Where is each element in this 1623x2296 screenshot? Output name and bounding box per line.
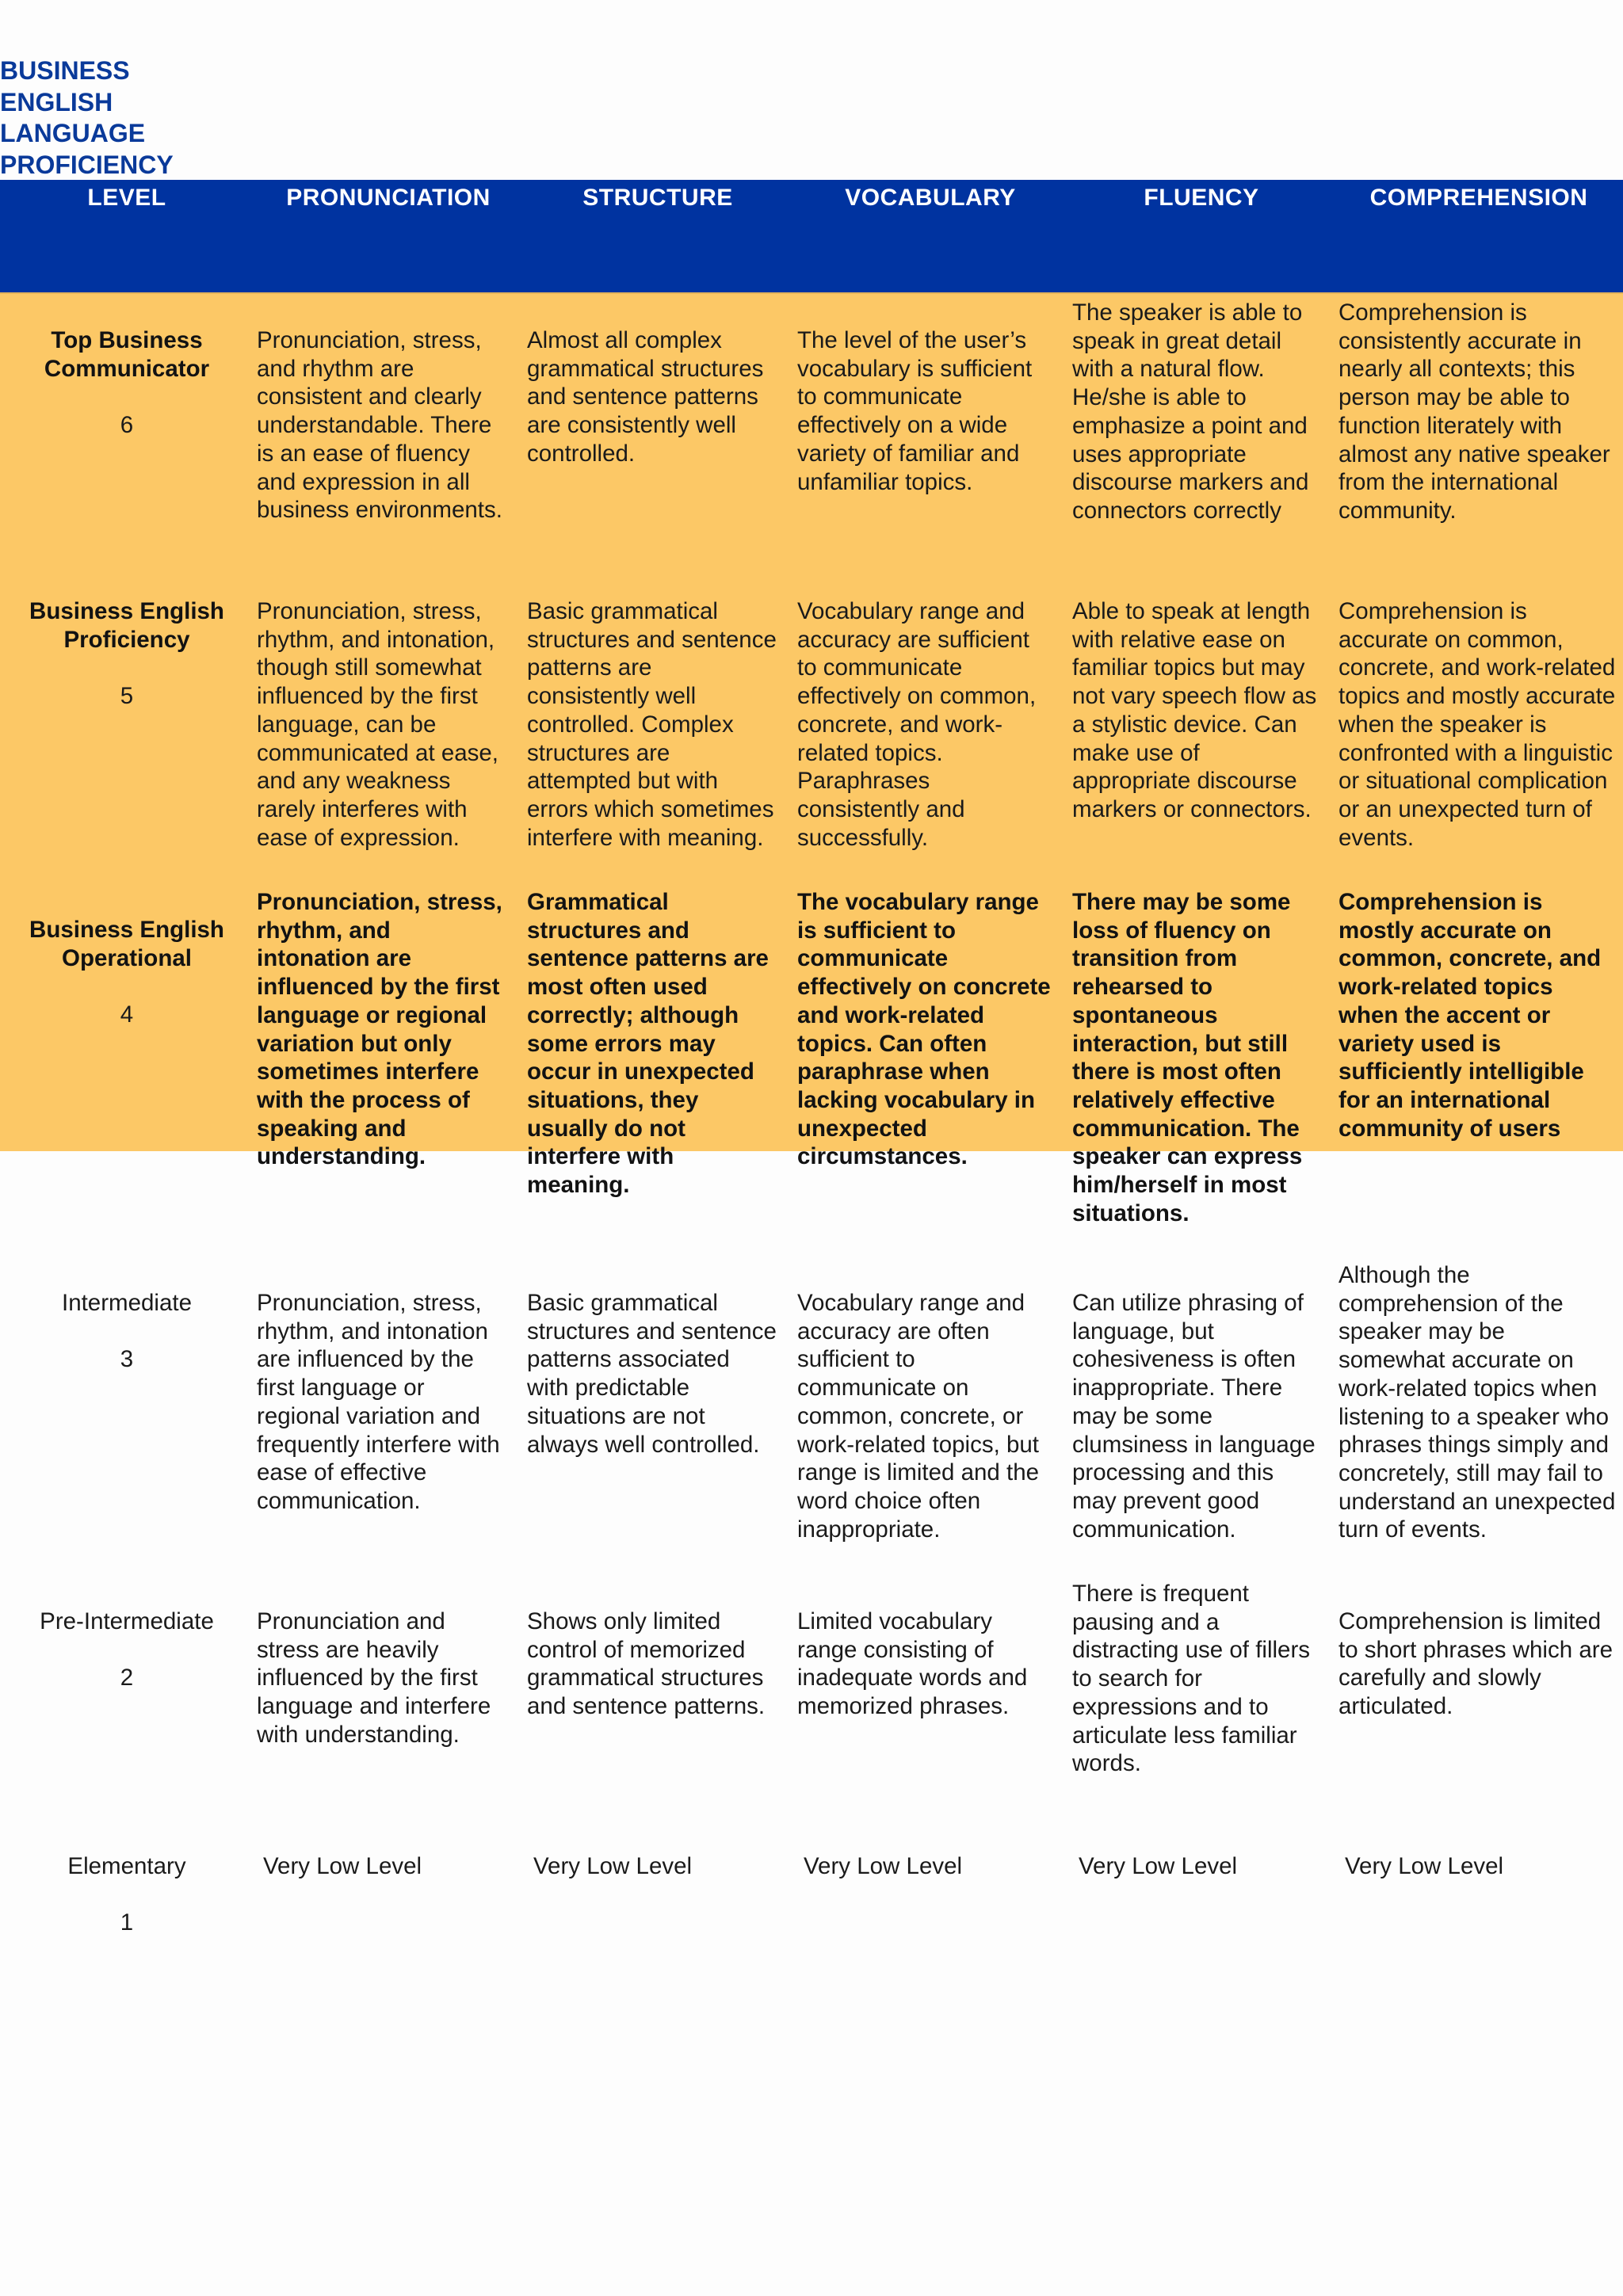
descriptor-line: effectively on concrete [797, 974, 1051, 1001]
comprehension-descriptor [1338, 1261, 1615, 1544]
level-cell [0, 916, 254, 1029]
descriptor-line: listening to a speaker who [1338, 1403, 1610, 1430]
level-cell [0, 1608, 254, 1692]
descriptor-line: Pronunciation, stress, [257, 889, 502, 915]
level-number: 3 [120, 1346, 134, 1373]
comprehension-descriptor [1338, 299, 1610, 525]
fluency-descriptor [1072, 1580, 1310, 1778]
descriptor-line: language, can be [257, 711, 437, 738]
descriptor-line: rhythm, and [257, 917, 391, 944]
descriptor-line: Very Low Level [1079, 1853, 1238, 1879]
descriptor-line: and rhythm are [257, 355, 414, 382]
descriptor-line: always well controlled. [527, 1431, 760, 1458]
descriptor-line: topics and mostly accurate [1338, 683, 1616, 710]
descriptor-line: intonation are [257, 945, 412, 972]
descriptor-line: usually do not [527, 1115, 685, 1142]
level-cell [0, 597, 254, 711]
descriptor-line: unfamiliar topics. [797, 468, 973, 495]
descriptor-line: familiar topics but may [1072, 654, 1305, 681]
column-header-vocabulary: VOCABULARY [845, 185, 1016, 211]
descriptor-line: There is frequent [1072, 1581, 1250, 1607]
descriptor-line: is an ease of fluency [257, 440, 470, 467]
descriptor-line: turn of events. [1338, 1516, 1487, 1543]
pronunciation-descriptor [257, 326, 502, 524]
descriptor-line: attempted but with [527, 768, 719, 795]
level-name: Proficiency [63, 626, 190, 653]
descriptor-line: speaking and [257, 1115, 407, 1142]
descriptor-line: to communicate [797, 383, 963, 410]
descriptor-line: nearly all contexts; this [1338, 356, 1575, 383]
descriptor-line: or situational complication [1338, 768, 1608, 795]
descriptor-line: correctly; although [527, 1001, 739, 1028]
fluency-descriptor [1072, 597, 1316, 824]
descriptor-line: concrete, and work- [797, 711, 1003, 738]
vocabulary-descriptor [797, 326, 1032, 496]
descriptor-line: articulated. [1338, 1693, 1453, 1720]
descriptor-line: understandable. There [257, 412, 492, 439]
descriptor-line: with predictable [527, 1375, 689, 1402]
descriptor-line: work-related topics, but [797, 1431, 1039, 1458]
descriptor-line: ease of effective [257, 1459, 427, 1486]
descriptor-line: confronted with a linguistic [1338, 739, 1613, 766]
level-number: 4 [120, 1001, 134, 1028]
descriptor-line: when the speaker is [1338, 711, 1547, 738]
descriptor-line: accuracy are sufficient [797, 626, 1029, 653]
descriptor-line: lacking vocabulary in [797, 1086, 1036, 1113]
descriptor-line: Basic grammatical [527, 1290, 718, 1316]
level-number: 6 [120, 412, 134, 439]
descriptor-line: inadequate words and [797, 1665, 1028, 1691]
descriptor-line: consistent and clearly [257, 383, 482, 410]
level-name: Top Business [51, 327, 203, 353]
descriptor-line: influenced by the first [257, 974, 500, 1001]
descriptor-line: Pronunciation and [257, 1608, 445, 1634]
descriptor-line: may prevent good [1072, 1487, 1260, 1514]
descriptor-line: structures are [527, 739, 670, 766]
descriptor-line: patterns are [527, 654, 652, 681]
descriptor-line: Very Low Level [533, 1853, 693, 1879]
descriptor-line: sufficient to [797, 1346, 915, 1373]
descriptor-line: work-related topics when [1338, 1375, 1598, 1402]
descriptor-line: common, concrete, or [797, 1402, 1024, 1429]
descriptor-line: work-related topics [1338, 974, 1553, 1001]
descriptor-line: carefully and slowly [1338, 1665, 1541, 1691]
descriptor-line: rarely interferes with [257, 795, 468, 822]
descriptor-line: community. [1338, 497, 1457, 524]
structure-descriptor [527, 888, 769, 1199]
document-title [0, 55, 238, 181]
descriptor-line: accurate on common, [1338, 626, 1564, 653]
pronunciation-descriptor [257, 1608, 491, 1749]
descriptor-line: occur in unexpected [527, 1058, 754, 1085]
descriptor-line: successfully. [797, 824, 929, 851]
descriptor-line: clumsiness in language [1072, 1431, 1316, 1458]
level-number: 1 [120, 1909, 134, 1936]
column-header-comprehension: COMPREHENSION [1369, 185, 1588, 211]
descriptor-line: controlled. Complex [527, 711, 734, 738]
column-header-level: LEVEL [87, 185, 166, 211]
descriptor-line: speaker may be [1338, 1318, 1505, 1345]
descriptor-line: with the process of [257, 1086, 470, 1113]
descriptor-line: Comprehension is limited [1338, 1608, 1602, 1634]
descriptor-line: word choice often [797, 1487, 981, 1514]
comprehension-descriptor [1338, 1608, 1613, 1721]
descriptor-line: distracting use of fillers [1072, 1637, 1311, 1664]
descriptor-line: patterns associated [527, 1346, 730, 1373]
descriptor-line: and expression in all [257, 468, 470, 495]
descriptor-line: understanding. [257, 1143, 426, 1170]
descriptor-line: Paraphrases [797, 768, 930, 795]
descriptor-line: with understanding. [257, 1721, 460, 1748]
structure-descriptor [527, 597, 777, 852]
descriptor-line: sentence patterns are [527, 945, 769, 972]
descriptor-line: Although the [1338, 1262, 1470, 1288]
descriptor-line: grammatical structures [527, 1665, 764, 1691]
descriptor-line: relatively effective [1072, 1086, 1275, 1113]
fluency-descriptor [1079, 1852, 1237, 1881]
level-name: Communicator [44, 355, 210, 382]
descriptor-line: markers or connectors. [1072, 795, 1312, 822]
descriptor-line: business environments. [257, 497, 502, 524]
descriptor-line: consistently accurate in [1338, 327, 1582, 354]
structure-descriptor [527, 326, 763, 468]
descriptor-line: and any weakness [257, 768, 451, 795]
descriptor-line: him/herself in most [1072, 1172, 1287, 1199]
descriptor-line: not vary speech flow as [1072, 683, 1317, 710]
descriptor-line: spontaneous [1072, 1001, 1218, 1028]
pronunciation-descriptor [263, 1852, 422, 1881]
descriptor-line: cohesiveness is often [1072, 1346, 1296, 1373]
descriptor-line: structures and sentence [527, 626, 777, 653]
descriptor-line: situations. [1072, 1199, 1190, 1226]
vocabulary-descriptor [797, 597, 1036, 852]
descriptor-line: He/she is able to [1072, 384, 1247, 411]
descriptor-line: for an international [1338, 1086, 1551, 1113]
comprehension-descriptor [1338, 597, 1615, 852]
descriptor-line: Pronunciation, stress, [257, 598, 482, 624]
descriptor-line: errors which sometimes [527, 795, 774, 822]
descriptor-line: situations, they [527, 1086, 699, 1113]
descriptor-line: interfere with [527, 1143, 674, 1170]
vocabulary-descriptor [797, 1289, 1039, 1543]
descriptor-line: common, concrete, and [1338, 945, 1602, 972]
descriptor-line: range is limited and the [797, 1459, 1040, 1486]
descriptor-line: paraphrase when [797, 1058, 990, 1085]
descriptor-line: effectively on a wide [797, 412, 1008, 439]
descriptor-line: to short phrases which are [1338, 1636, 1613, 1663]
descriptor-line: comprehension of the [1338, 1290, 1564, 1317]
descriptor-line: unexpected [797, 1115, 927, 1142]
descriptor-line: structures and [527, 917, 689, 944]
fluency-descriptor [1072, 299, 1308, 525]
descriptor-line: from the international [1338, 469, 1559, 496]
descriptor-line: Limited vocabulary [797, 1608, 992, 1634]
descriptor-line: and sentence patterns. [527, 1693, 766, 1720]
descriptor-line: somewhat accurate on [1338, 1347, 1574, 1374]
structure-descriptor [527, 1608, 765, 1721]
fluency-descriptor [1072, 1289, 1316, 1543]
descriptor-line: memorized phrases. [797, 1693, 1010, 1720]
descriptor-line: circumstances. [797, 1143, 968, 1170]
descriptor-line: when the accent or [1338, 1001, 1551, 1028]
descriptor-line: influenced by the first [257, 683, 478, 710]
descriptor-line: though still somewhat [257, 654, 482, 681]
descriptor-line: Grammatical [527, 889, 669, 915]
descriptor-line: variety used is [1338, 1030, 1501, 1057]
level-number: 5 [120, 683, 134, 710]
descriptor-line: understand an unexpected [1338, 1488, 1616, 1515]
descriptor-line: are consistently well [527, 412, 736, 439]
descriptor-line: concrete, and work-related [1338, 654, 1616, 681]
descriptor-line: community of users [1338, 1115, 1561, 1142]
descriptor-line: expressions and to [1072, 1693, 1269, 1720]
descriptor-line: is sufficient to [797, 917, 956, 944]
descriptor-line: processing and this [1072, 1459, 1274, 1486]
descriptor-line: regional variation and [257, 1402, 481, 1429]
descriptor-line: articulate less familiar [1072, 1722, 1297, 1749]
pronunciation-descriptor [257, 888, 502, 1171]
descriptor-line: There may be some [1072, 889, 1291, 915]
descriptor-line: control of memorized [527, 1636, 746, 1663]
descriptor-line: communicate [797, 945, 949, 972]
descriptor-line: emphasize a point and [1072, 412, 1308, 439]
descriptor-line: The level of the user’s [797, 327, 1027, 353]
descriptor-line: to communicate [797, 654, 963, 681]
descriptor-line: Basic grammatical [527, 598, 718, 624]
level-number: 2 [120, 1665, 134, 1691]
descriptor-line: situations are not [527, 1402, 705, 1429]
descriptor-line: first language or [257, 1375, 425, 1402]
descriptor-line: appropriate discourse [1072, 768, 1297, 795]
descriptor-line: Comprehension is [1338, 299, 1527, 326]
descriptor-line: influenced by the first [257, 1665, 478, 1691]
descriptor-line: events. [1338, 824, 1415, 851]
descriptor-line: with a natural flow. [1072, 356, 1265, 383]
descriptor-line: communication. The [1072, 1115, 1300, 1142]
descriptor-line: rhythm, and intonation [257, 1318, 488, 1344]
level-name: Business English [29, 917, 224, 943]
level-name: Operational [62, 944, 192, 971]
descriptor-line: speak in great detail [1072, 327, 1282, 354]
descriptor-line: accuracy are often [797, 1318, 990, 1344]
descriptor-line: communication. [257, 1487, 421, 1514]
descriptor-line: phrases things simply and [1338, 1432, 1610, 1459]
descriptor-line: or an unexpected turn of [1338, 795, 1592, 822]
descriptor-line: communicated at ease, [257, 739, 498, 766]
descriptor-line: loss of fluency on [1072, 917, 1271, 944]
vocabulary-descriptor [797, 888, 1051, 1171]
descriptor-line: language or regional [257, 1001, 487, 1028]
pronunciation-descriptor [257, 597, 498, 852]
descriptor-line: rhythm, and intonation, [257, 626, 495, 653]
descriptor-line: language, but [1072, 1318, 1214, 1344]
title-line: ENGLISH [0, 87, 113, 116]
descriptor-line: discourse markers and [1072, 469, 1309, 496]
descriptor-line: inappropriate. There [1072, 1375, 1283, 1402]
comprehension-descriptor [1345, 1852, 1503, 1881]
descriptor-line: The vocabulary range [797, 889, 1039, 915]
vocabulary-descriptor [804, 1852, 962, 1881]
descriptor-line: person may be able to [1338, 384, 1570, 411]
level-name: Intermediate [62, 1290, 192, 1316]
descriptor-line: may be some [1072, 1402, 1213, 1429]
descriptor-line: Comprehension is [1338, 598, 1527, 624]
descriptor-line: meaning. [527, 1172, 630, 1199]
descriptor-line: rehearsed to [1072, 974, 1213, 1001]
descriptor-line: pausing and a [1072, 1608, 1220, 1635]
descriptor-line: are influenced by the [257, 1346, 474, 1373]
descriptor-line: a stylistic device. Can [1072, 711, 1297, 738]
descriptor-line: Pronunciation, stress, [257, 327, 482, 353]
structure-descriptor [527, 1289, 777, 1459]
descriptor-line: interfere with meaning. [527, 824, 764, 851]
descriptor-line: to search for [1072, 1665, 1202, 1692]
level-cell [0, 1852, 254, 1937]
descriptor-line: some errors may [527, 1030, 716, 1057]
descriptor-line: speaker can express [1072, 1143, 1303, 1170]
descriptor-line: consistently well [527, 683, 697, 710]
descriptor-line: and work-related [797, 1001, 985, 1028]
descriptor-line: Vocabulary range and [797, 1290, 1025, 1316]
descriptor-line: Very Low Level [263, 1853, 422, 1879]
structure-descriptor [533, 1852, 692, 1881]
descriptor-line: Able to speak at length [1072, 598, 1311, 624]
descriptor-line: consistently and [797, 795, 965, 822]
vocabulary-descriptor [797, 1608, 1027, 1721]
descriptor-line: structures and sentence [527, 1318, 777, 1344]
descriptor-line: Vocabulary range and [797, 598, 1025, 624]
column-header-structure: STRUCTURE [582, 185, 733, 211]
descriptor-line: communication. [1072, 1516, 1236, 1543]
descriptor-line: range consisting of [797, 1636, 994, 1663]
descriptor-line: uses appropriate [1072, 441, 1247, 467]
column-header-pronunciation: PRONUNCIATION [286, 185, 491, 211]
descriptor-line: vocabulary is sufficient [797, 355, 1033, 382]
pronunciation-descriptor [257, 1289, 500, 1516]
descriptor-line: related topics. [797, 739, 943, 766]
descriptor-line: Very Low Level [804, 1853, 963, 1879]
descriptor-line: The speaker is able to [1072, 299, 1303, 326]
title-line: BUSINESS [0, 56, 130, 85]
descriptor-line: sometimes interfere [257, 1058, 479, 1085]
column-header-fluency: FLUENCY [1144, 185, 1259, 211]
descriptor-line: frequently interfere with [257, 1431, 500, 1458]
level-cell [0, 1289, 254, 1374]
descriptor-line: Comprehension is [1338, 889, 1543, 915]
descriptor-line: language and interfere [257, 1693, 491, 1720]
descriptor-line: stress are heavily [257, 1636, 439, 1663]
comprehension-descriptor [1338, 888, 1601, 1142]
descriptor-line: almost any native speaker [1338, 441, 1610, 467]
descriptor-line: make use of [1072, 739, 1200, 766]
descriptor-line: grammatical structures [527, 355, 764, 382]
descriptor-line: connectors correctly [1072, 497, 1281, 524]
title-line: PROFICIENCY [0, 150, 174, 179]
descriptor-line: and sentence patterns [527, 383, 758, 410]
descriptor-line: most often used [527, 974, 708, 1001]
descriptor-line: Can utilize phrasing of [1072, 1290, 1304, 1316]
descriptor-line: effectively on common, [797, 683, 1037, 710]
descriptor-line: transition from [1072, 945, 1238, 972]
level-name: Pre-Intermediate [40, 1608, 214, 1634]
descriptor-line: communicate on [797, 1375, 969, 1402]
level-name: Business English [29, 598, 224, 624]
descriptor-line: sufficiently intelligible [1338, 1058, 1584, 1085]
descriptor-line: Very Low Level [1345, 1853, 1504, 1879]
descriptor-line: Pronunciation, stress, [257, 1290, 482, 1316]
descriptor-line: interaction, but still [1072, 1030, 1289, 1057]
descriptor-line: variety of familiar and [797, 440, 1020, 467]
descriptor-line: concretely, still may fail to [1338, 1459, 1603, 1486]
descriptor-line: with relative ease on [1072, 626, 1285, 653]
descriptor-line: words. [1072, 1750, 1141, 1777]
descriptor-line: function literately with [1338, 412, 1563, 439]
level-name: Elementary [67, 1853, 186, 1879]
descriptor-line: topics. Can often [797, 1030, 987, 1057]
fluency-descriptor [1072, 888, 1302, 1227]
level-cell [0, 326, 254, 440]
descriptor-line: mostly accurate on [1338, 917, 1552, 944]
descriptor-line: Shows only limited [527, 1608, 721, 1634]
descriptor-line: there is most often [1072, 1058, 1281, 1085]
title-line: LANGUAGE [0, 119, 146, 147]
descriptor-line: inappropriate. [797, 1516, 941, 1543]
descriptor-line: variation but only [257, 1030, 452, 1057]
descriptor-line: controlled. [527, 440, 636, 467]
descriptor-line: Almost all complex [527, 327, 722, 353]
descriptor-line: ease of expression. [257, 824, 460, 851]
